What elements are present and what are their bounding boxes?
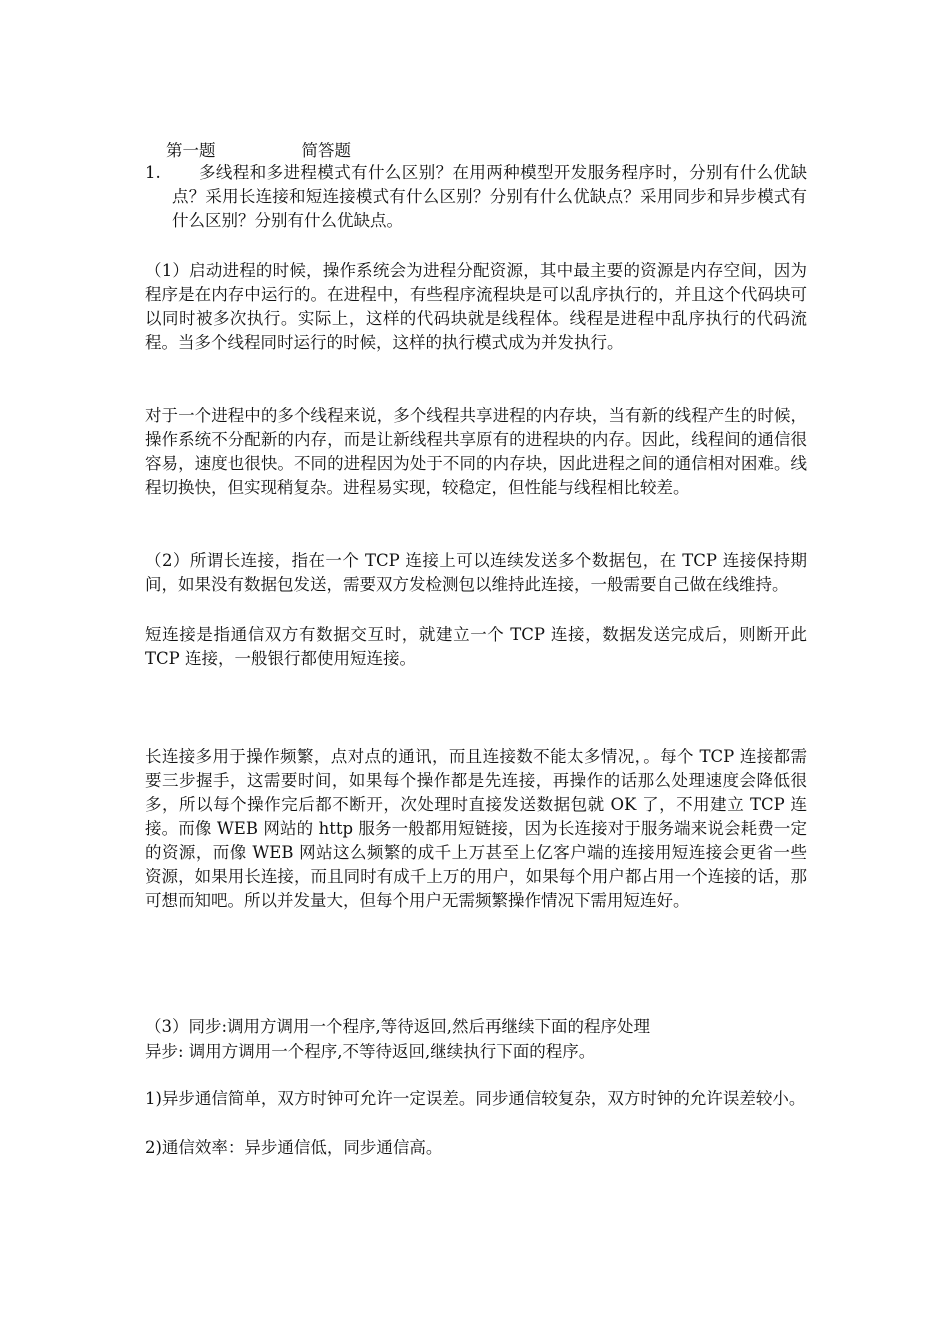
answer-paragraph-3: （2）所谓长连接，指在一个 TCP 连接上可以连续发送多个数据包，在 TCP 连接保持期间，如果没有数据包发送，需要双方发检测包以维持此连接，一般需要自己做在线维持。	[145, 551, 807, 594]
answer-paragraph-4: 短连接是指通信双方有数据交互时，就建立一个 TCP 连接，数据发送完成后，则断开此 TCP 连接，一般银行都使用短连接。	[145, 625, 807, 668]
answer-paragraph-9: 2)通信效率：异步通信低，同步通信高。	[145, 1138, 443, 1157]
answer-paragraph-7: 异步: 调用方调用一个程序,不等待返回,继续执行下面的程序。	[145, 1042, 596, 1061]
question-1	[145, 161, 807, 233]
question-number: 1.	[145, 163, 161, 182]
question-text: 多线程和多进程模式有什么区别？在用两种模型开发服务程序时，分别有什么优缺点？采用长连接和短连接模式有什么区别？分别有什么优缺点？采用同步和异步模式有什么区别？分别有什么优缺点。	[172, 163, 807, 230]
answer-paragraph-8: 1)异步通信简单，双方时钟可允许一定误差。同步通信较复杂，双方时钟的允许误差较小。	[145, 1089, 806, 1108]
answer-paragraph-6: （3）同步:调用方调用一个程序,等待返回,然后再继续下面的程序处理	[145, 1017, 651, 1036]
heading-type: 简答题	[301, 141, 351, 160]
answer-paragraph-2: 对于一个进程中的多个线程来说，多个线程共享进程的内存块，当有新的线程产生的时候，操作系统不分配新的内存，而是让新线程共享原有的进程块的内存。因此，线程间的通信很容易，速度也很快。不同的进程因为处于不同的内存块，因此进程之间的通信相对困难。线程切换快，但实现稍复杂。进程易实现，较稳定，但性能与线程相比较差。	[145, 406, 807, 497]
heading-part: 第一题	[165, 141, 216, 160]
answer-paragraph-1: （1）启动进程的时候，操作系统会为进程分配资源，其中最主要的资源是内存空间，因为程序是在内存中运行的。在进程中，有些程序流程块是可以乱序执行的，并且这个代码块可以同时被多次执行。实际上，这样的代码块就是线程体。线程是进程中乱序执行的代码流程。当多个线程同时运行的时候，这样的执行模式成为并发执行。	[145, 261, 807, 352]
answer-paragraph-5: 长连接多用于操作频繁，点对点的通讯，而且连接数不能太多情况，。每个 TCP 连接都需要三步握手，这需要时间，如果每个操作都是先连接，再操作的话那么处理速度会降低很多，所以每个操作完后都不断开，次处理时直接发送数据包就 OK 了，不用建立 TCP 连接。而像 WEB 网站的 http 服务一般都用短链接，因为长连接对于服务端来说会耗费一定的资源，而像 WEB 网站这么频繁的成千上万甚至上亿客户端的连接用短连接会更省一些资源，如果用长连接，而且同时有成千上万的用户，如果每个用户都占用一个连接的话，那可想而知吧。所以并发量大，但每个用户无需频繁操作情况下需用短连好。	[145, 747, 807, 910]
